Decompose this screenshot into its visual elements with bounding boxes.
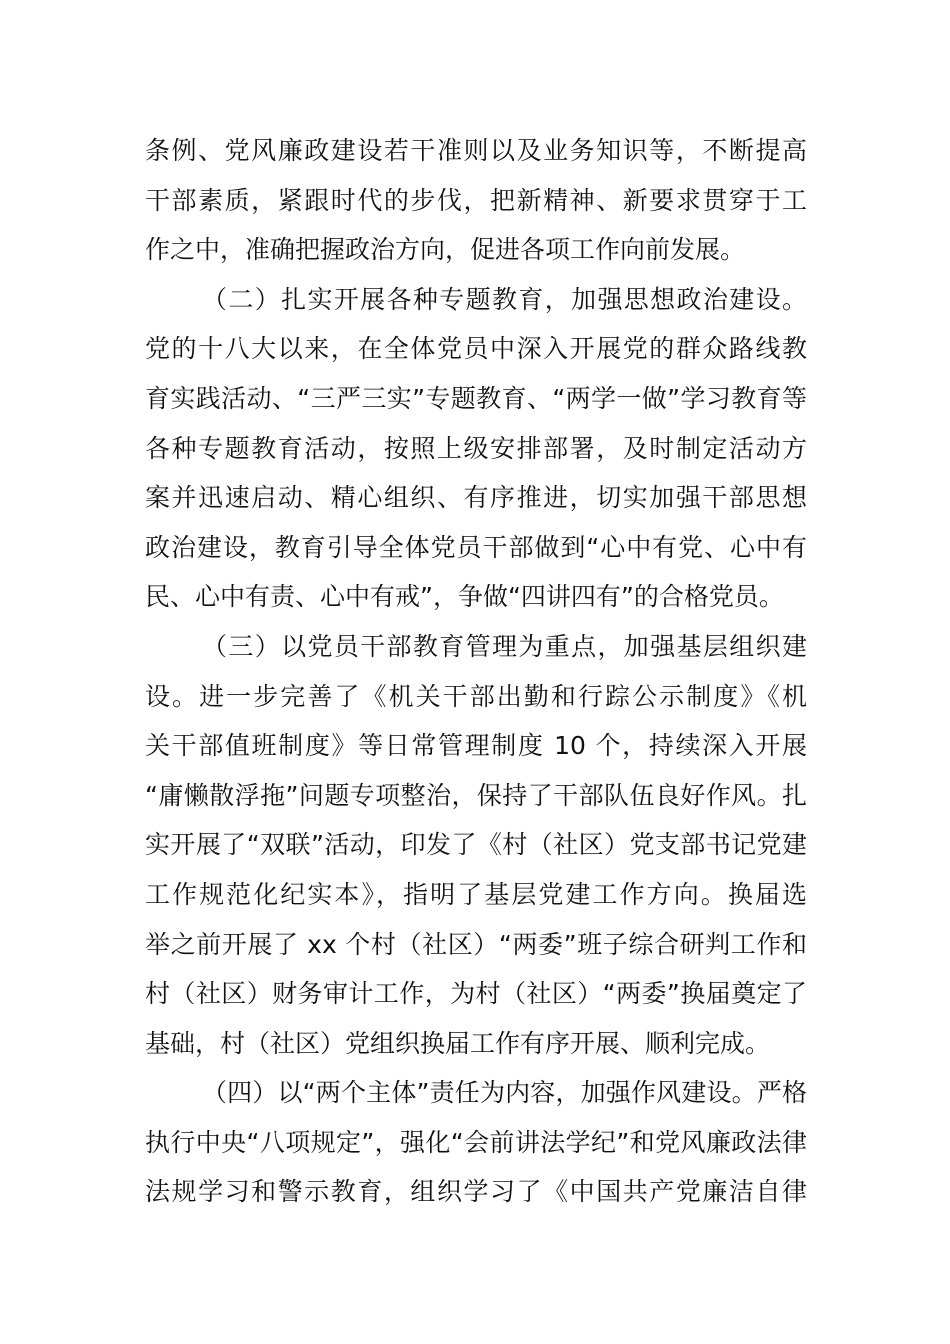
text-line: 举之前开展了 xx 个村（社区）“两委”班子综合研判工作和 <box>145 929 807 959</box>
text-line: 案并迅速启动、精心组织、有序推进，切实加强干部思想 <box>145 483 807 513</box>
text-line: “庸懒散浮拖”问题专项整治，保持了干部队伍良好作风。扎 <box>145 780 807 810</box>
text-line: 实开展了“双联”活动，印发了《村（社区）党支部书记党建 <box>145 830 807 860</box>
text-line: 执行中央“八项规定”，强化“会前讲法学纪”和党风廉政法律 <box>145 1127 807 1157</box>
section-heading-line: （三）以党员干部教育管理为重点，加强基层组织建 <box>202 631 807 661</box>
text-line: 作之中，准确把握政治方向，促进各项工作向前发展。 <box>145 235 746 265</box>
text-line: 党的十八大以来，在全体党员中深入开展党的群众路线教 <box>145 334 807 364</box>
text-line: 设。进一步完善了《机关干部出勤和行踪公示制度》《机 <box>145 681 807 711</box>
text-line: 育实践活动、“三严三实”专题教育、“两学一做”学习教育等 <box>145 383 807 413</box>
text-line: 工作规范化纪实本》，指明了基层党建工作方向。换届选 <box>145 879 807 909</box>
text-line: 村（社区）财务审计工作，为村（社区）“两委”换届奠定了 <box>145 979 807 1009</box>
text-line: 各种专题教育活动，按照上级安排部署，及时制定活动方 <box>145 433 807 463</box>
section-heading-line: （二）扎实开展各种专题教育，加强思想政治建设。 <box>202 284 807 314</box>
text-line: 关干部值班制度》等日常管理制度 10 个，持续深入开展 <box>145 731 807 761</box>
text-line: 法规学习和警示教育，组织学习了《中国共产党廉洁自律 <box>145 1177 807 1207</box>
text-line: 基础，村（社区）党组织换届工作有序开展、顺利完成。 <box>145 1028 771 1058</box>
body-text <box>145 126 807 1217</box>
text-line: 民、心中有责、心中有戒”，争做“四讲四有”的合格党员。 <box>145 582 784 612</box>
text-line: 干部素质，紧跟时代的步伐，把新精神、新要求贯穿于工 <box>145 185 807 215</box>
text-line: 政治建设，教育引导全体党员干部做到“心中有党、心中有 <box>145 532 807 562</box>
text-line: 条例、党风廉政建设若干准则以及业务知识等，不断提高 <box>145 136 807 165</box>
section-heading-line: （四）以“两个主体”责任为内容，加强作风建设。严格 <box>202 1078 807 1108</box>
